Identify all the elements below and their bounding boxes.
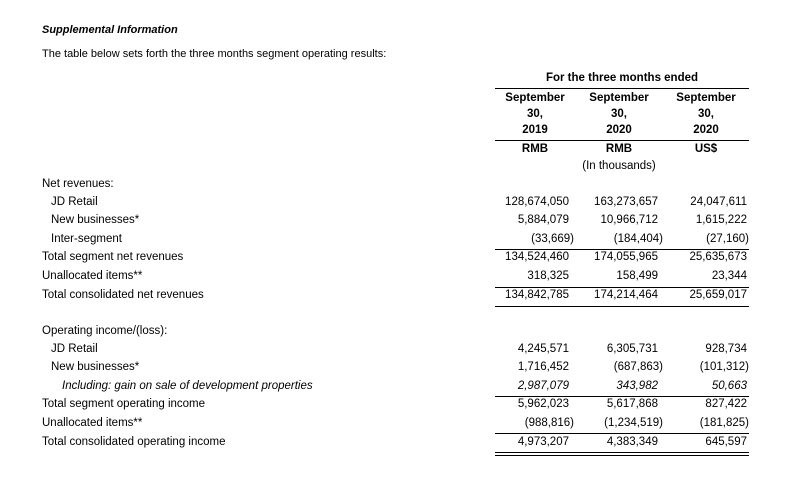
cell-value: 6,305,731 — [606, 343, 658, 355]
cell-value: 645,597 — [705, 436, 747, 448]
total-rule — [495, 433, 749, 434]
col3-month: September — [676, 92, 736, 104]
col3-day: 30, — [698, 108, 714, 120]
period-header: For the three months ended — [545, 72, 699, 84]
cell-value: (1,234,519) — [604, 417, 663, 429]
cell-value: (27,160) — [706, 233, 749, 245]
subtotal-rule — [495, 249, 749, 250]
year-rule — [495, 140, 749, 141]
section-title: Supplemental Information — [42, 24, 178, 36]
cell-value: (687,863) — [613, 361, 663, 373]
net-revenues-heading: Net revenues: — [42, 178, 114, 190]
row-label: Unallocated items** — [42, 270, 143, 282]
cell-value: 25,635,673 — [689, 251, 747, 263]
cell-value: 343,982 — [616, 380, 658, 392]
cell-value: 928,734 — [705, 343, 747, 355]
row-label: New businesses* — [51, 214, 140, 226]
row-label: Total segment net revenues — [42, 251, 184, 263]
cell-value: 25,659,017 — [689, 289, 747, 301]
cell-value: 4,245,571 — [517, 343, 569, 355]
header-rule — [495, 88, 749, 89]
col1-day: 30, — [527, 108, 543, 120]
cell-value: 1,716,452 — [517, 361, 569, 373]
cell-value: (988,816) — [524, 417, 574, 429]
cell-value: 5,617,868 — [606, 398, 658, 410]
col1-month: September — [505, 92, 565, 104]
row-label: JD Retail — [51, 196, 98, 208]
cell-value: 174,055,965 — [594, 251, 658, 263]
col2-day: 30, — [611, 108, 627, 120]
cell-value: 318,325 — [527, 270, 569, 282]
intro-text: The table below sets forth the three months segment operating results: — [42, 48, 387, 60]
cell-value: 174,214,464 — [594, 289, 658, 301]
col3-currency: US$ — [694, 143, 718, 155]
cell-value: 158,499 — [616, 270, 658, 282]
total-underline — [495, 306, 749, 307]
cell-value: (33,669) — [531, 233, 574, 245]
col3-year: 2020 — [693, 124, 719, 136]
col1-currency: RMB — [521, 143, 549, 155]
unit-note: (In thousands) — [582, 160, 656, 172]
row-label: New businesses* — [51, 361, 140, 373]
total-rule — [495, 287, 749, 288]
row-label: Unallocated items** — [42, 417, 143, 429]
cell-value: 163,273,657 — [594, 196, 658, 208]
cell-value: 5,884,079 — [517, 214, 569, 226]
cell-value: 134,842,785 — [505, 289, 569, 301]
cell-value: 23,344 — [711, 270, 747, 282]
col2-currency: RMB — [605, 143, 633, 155]
row-label: Including: gain on sale of development properties — [62, 380, 313, 392]
double-underline-bottom — [495, 455, 749, 456]
col2-month: September — [589, 92, 649, 104]
row-label: Inter-segment — [51, 233, 122, 245]
cell-value: 24,047,611 — [690, 196, 747, 208]
row-label: JD Retail — [51, 343, 98, 355]
cell-value: 134,524,460 — [505, 251, 569, 263]
cell-value: 4,973,207 — [517, 436, 569, 448]
cell-value: 10,966,712 — [600, 214, 658, 226]
col2-year: 2020 — [606, 124, 632, 136]
subtotal-rule — [495, 396, 749, 397]
operating-income-heading: Operating income/(loss): — [42, 325, 168, 337]
cell-value: 827,422 — [705, 398, 747, 410]
row-label: Total consolidated net revenues — [42, 289, 204, 301]
double-underline-top — [495, 452, 749, 453]
cell-value: (181,825) — [699, 417, 749, 429]
row-label: Total consolidated operating income — [42, 436, 226, 448]
col1-year: 2019 — [522, 124, 548, 136]
cell-value: 1,615,222 — [695, 214, 747, 226]
cell-value: 128,674,050 — [505, 196, 569, 208]
cell-value: 2,987,079 — [517, 380, 569, 392]
cell-value: 5,962,023 — [517, 398, 569, 410]
cell-value: (101,312) — [699, 361, 749, 373]
cell-value: (184,404) — [613, 233, 663, 245]
row-label: Total segment operating income — [42, 398, 206, 410]
cell-value: 4,383,349 — [606, 436, 658, 448]
cell-value: 50,663 — [711, 380, 747, 392]
